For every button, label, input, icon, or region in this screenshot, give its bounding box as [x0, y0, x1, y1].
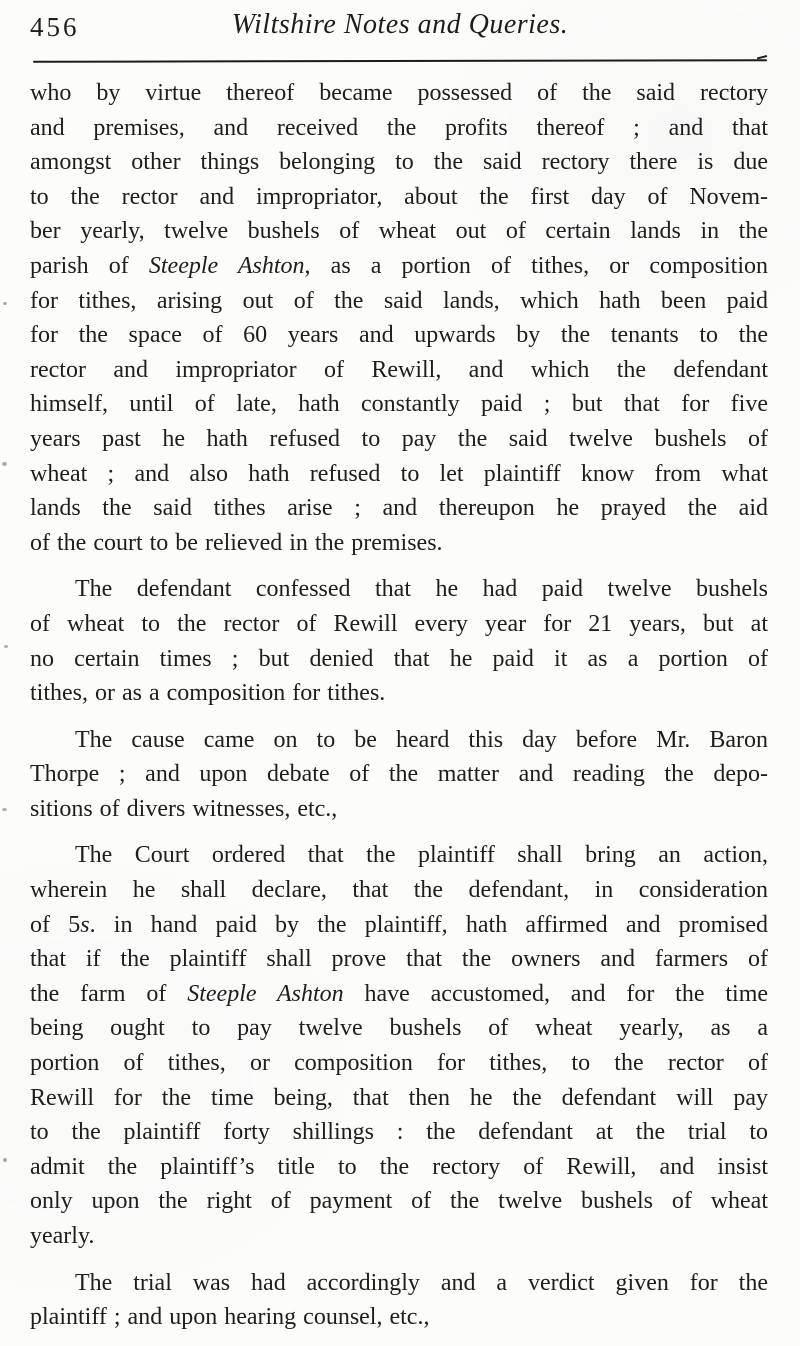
- text-line: parish of Steeple Ashton, as a portion of tithes, or composition: [30, 252, 768, 279]
- paragraph: [30, 838, 768, 1253]
- scan-speck: [4, 645, 8, 648]
- text-line: to the rector and impropriator, about the first day of Novem-: [30, 183, 768, 210]
- page-number: 456: [30, 12, 80, 42]
- paragraph: [30, 723, 768, 827]
- scan-speck: [3, 302, 7, 305]
- text-line: sitions of divers witnesses, etc.,: [30, 795, 338, 822]
- text-line: being ought to pay twelve bushels of wheat yearly, as a: [30, 1015, 768, 1042]
- text-line: to the plaintiff forty shillings : the defendant at the trial to: [30, 1119, 768, 1146]
- text-line: of the court to be relieved in the premises.: [30, 529, 443, 556]
- text-line: himself, until of late, hath constantly paid ; but that for five: [30, 391, 768, 418]
- scan-speck: [2, 808, 7, 811]
- scan-speck: [3, 1158, 7, 1162]
- scan-speck: [2, 462, 7, 466]
- text-line: for the space of 60 years and upwards by the tenants to the: [30, 322, 768, 349]
- paragraph: [30, 572, 768, 710]
- text-line: the farm of Steeple Ashton have accustomed, and for the time: [30, 980, 769, 1007]
- text-line: years past he hath refused to pay the said twelve bushels of: [30, 425, 768, 452]
- paragraph: [30, 76, 768, 560]
- text-line: no certain times ; but denied that he paid it as a portion of: [30, 645, 768, 672]
- text-line: ber yearly, twelve bushels of wheat out of certain lands in the: [30, 218, 768, 245]
- text-line: of wheat to the rector of Rewill every year for 21 years, but at: [30, 610, 768, 637]
- text-line: yearly.: [30, 1223, 95, 1249]
- text-line: of 5s. in hand paid by the plaintiff, hath affirmed and promised: [30, 911, 769, 938]
- text-line: plaintiff ; and upon hearing counsel, etc.,: [30, 1304, 430, 1331]
- text-line: tithes, or as a composition for tithes.: [30, 680, 386, 707]
- text-line: amongst other things belonging to the said rectory there is due: [30, 149, 768, 176]
- header-rule: [33, 59, 767, 63]
- text-line: and premises, and received the profits thereof ; and that: [30, 114, 768, 141]
- text-line: for tithes, arising out of the said lands, which hath been paid: [30, 287, 768, 314]
- text-line: that if the plaintiff shall prove that the owners and farmers of: [30, 946, 768, 973]
- paragraph: [30, 1266, 768, 1335]
- text-line: The trial was had accordingly and a verdict given for the: [75, 1269, 768, 1296]
- running-title: Wiltshire Notes and Queries.: [231, 9, 569, 40]
- text-line: portion of tithes, or composition for tithes, to the rector of: [30, 1050, 768, 1077]
- text-line: Rewill for the time being, that then he the defendant will pay: [30, 1084, 768, 1111]
- text-line: who by virtue thereof became possessed of the said rectory: [30, 80, 768, 106]
- text-block: [30, 76, 768, 1346]
- text-line: wheat ; and also hath refused to let plaintiff know from what: [30, 460, 768, 487]
- text-line: lands the said tithes arise ; and thereupon he prayed the aid: [30, 495, 768, 522]
- text-line: The Court ordered that the plaintiff shall bring an action,: [75, 842, 768, 869]
- text-line: The cause came on to be heard this day before Mr. Baron: [75, 726, 768, 753]
- text-line: admit the plaintiff’s title to the rectory of Rewill, and insist: [30, 1153, 768, 1180]
- text-line: only upon the right of payment of the twelve bushels of wheat: [30, 1188, 768, 1215]
- text-line: The defendant confessed that he had paid twelve bushels: [75, 576, 768, 603]
- text-line: Thorpe ; and upon debate of the matter and reading the depo-: [30, 761, 768, 788]
- page-header: [0, 8, 800, 58]
- text-line: rector and impropriator of Rewill, and which the defendant: [30, 356, 768, 383]
- text-line: wherein he shall declare, that the defendant, in consideration: [30, 877, 768, 904]
